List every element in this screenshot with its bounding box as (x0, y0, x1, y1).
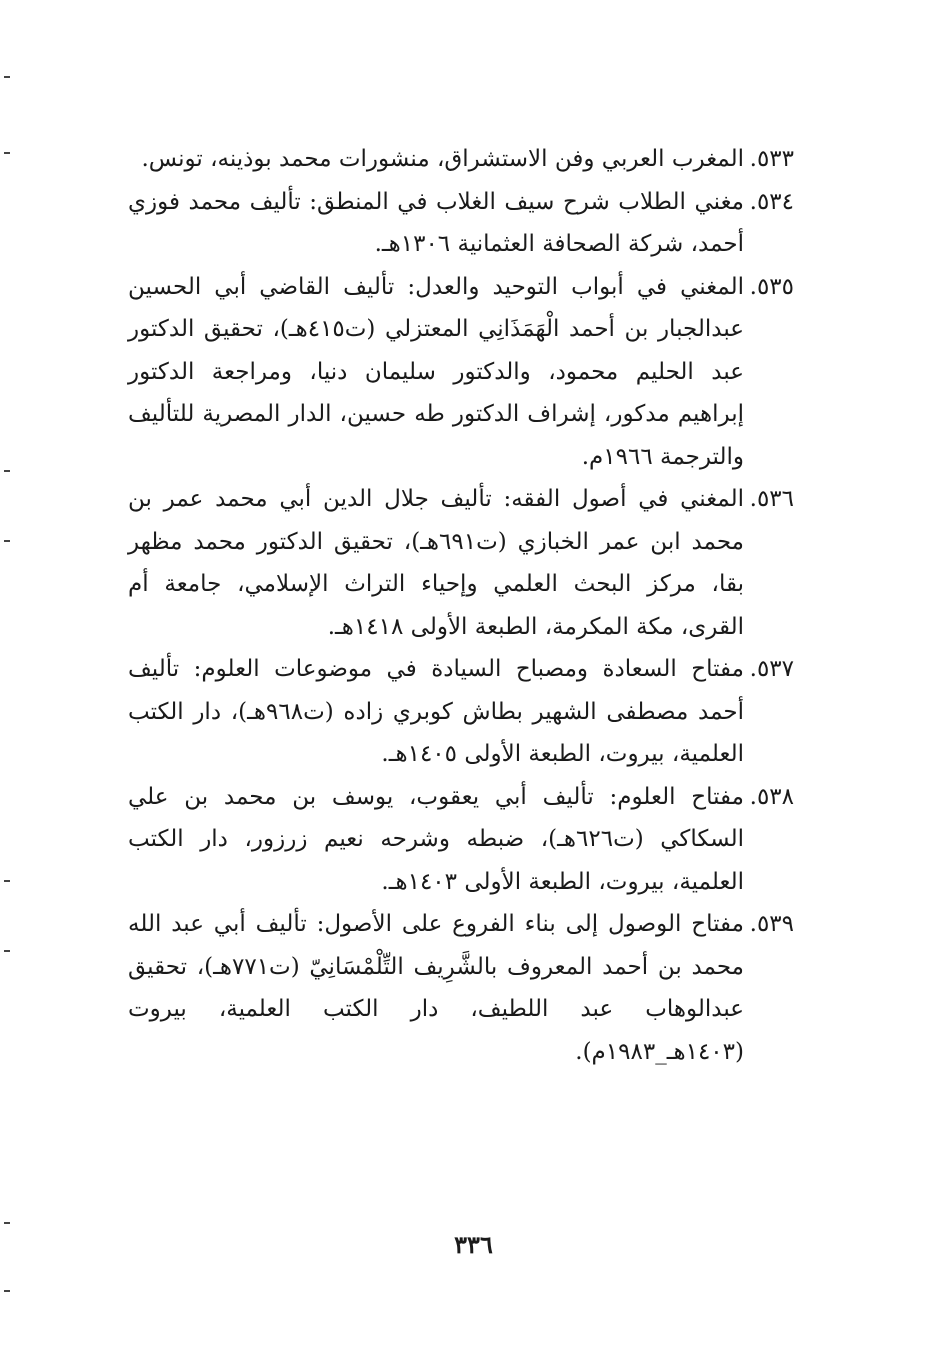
bibliography-entry (128, 138, 794, 181)
margin-mark (4, 540, 10, 542)
bibliography-entry (128, 266, 794, 479)
entry-number: ٥٣٥. (749, 273, 794, 300)
entry-number: ٥٣٦. (749, 486, 794, 512)
bibliography-entry (128, 478, 794, 648)
entry-text: المغرب العربي وفن الاستشراق، منشورات محمد بوذينه، تونس. (141, 146, 744, 172)
margin-mark (4, 1290, 10, 1292)
margin-mark (4, 950, 10, 952)
margin-mark (4, 1222, 10, 1224)
margin-mark (4, 880, 10, 882)
margin-mark (4, 152, 10, 154)
entry-number: ٥٣٧. (749, 656, 794, 682)
entry-text: المغني في أصول الفقه: تأليف جلال الدين أبي محمد عمر بن محمد ابن عمر الخبازي (ت٦٩١هـ)، تحقيق الدكتور محمد مظهر بقا، مركز البحث العلمي وإحياء التراث الإسلامي، جامعة أم القرى، مكة المكرمة، الطبعة الأولى ١٤١٨هـ. (128, 486, 744, 640)
bibliography-entry (128, 776, 794, 904)
margin-mark (4, 470, 10, 472)
entry-number: ٥٣٤. (749, 188, 794, 215)
page-number: ٣٣٦ (454, 1230, 493, 1259)
bibliography-list (128, 138, 794, 1073)
bibliography-entry (128, 903, 794, 1073)
margin-mark (4, 76, 10, 78)
entry-text: مفتاح الوصول إلى بناء الفروع على الأصول: تأليف أبي عبد الله محمد بن أحمد المعروف بالشَّرِيف التِّلْمْسَانِيّ (ت٧٧١هـ)، تحقيق عبدالوهاب عبد اللطيف، دار الكتب العلمية، بيروت (١٤٠٣هـ_١٩٨٣م). (128, 911, 744, 1065)
entry-text: مفتاح العلوم: تأليف أبي يعقوب، يوسف بن محمد بن علي السكاكي (ت٦٢٦هـ)، ضبطه وشرحه نعيم زرزور، دار الكتب العلمية، بيروت، الطبعة الأولى ١٤٠٣هـ. (128, 783, 744, 895)
entry-number: ٥٣٣. (749, 146, 794, 172)
bibliography-entry (128, 648, 794, 776)
entry-number: ٥٣٩. (749, 911, 794, 937)
bibliography-entry (128, 181, 794, 266)
entry-text: المغني في أبواب التوحيد والعدل: تأليف القاضي أبي الحسين عبدالجبار بن أحمد الْهَمَذَانِي المعتزلي (ت٤١٥هـ)، تحقيق الدكتور عبد الحليم محمود، والدكتور سليمان دنيا، ومراجعة الدكتور إبراهيم مدكور، إشراف الدكتور طه حسين، الدار المصرية للتأليف والترجمة ١٩٦٦م. (128, 273, 744, 470)
entry-text: مفتاح السعادة ومصباح السيادة في موضوعات العلوم: تأليف أحمد مصطفى الشهير بطاش كوبري زاده (ت٩٦٨هـ)، دار الكتب العلمية، بيروت، الطبعة الأولى ١٤٠٥هـ. (128, 656, 744, 767)
entry-text: مغني الطلاب شرح سيف الغلاب في المنطق: تأليف محمد فوزي أحمد، شركة الصحافة العثمانية ١٣٠٦هـ. (128, 188, 744, 257)
entry-number: ٥٣٨. (749, 783, 794, 810)
